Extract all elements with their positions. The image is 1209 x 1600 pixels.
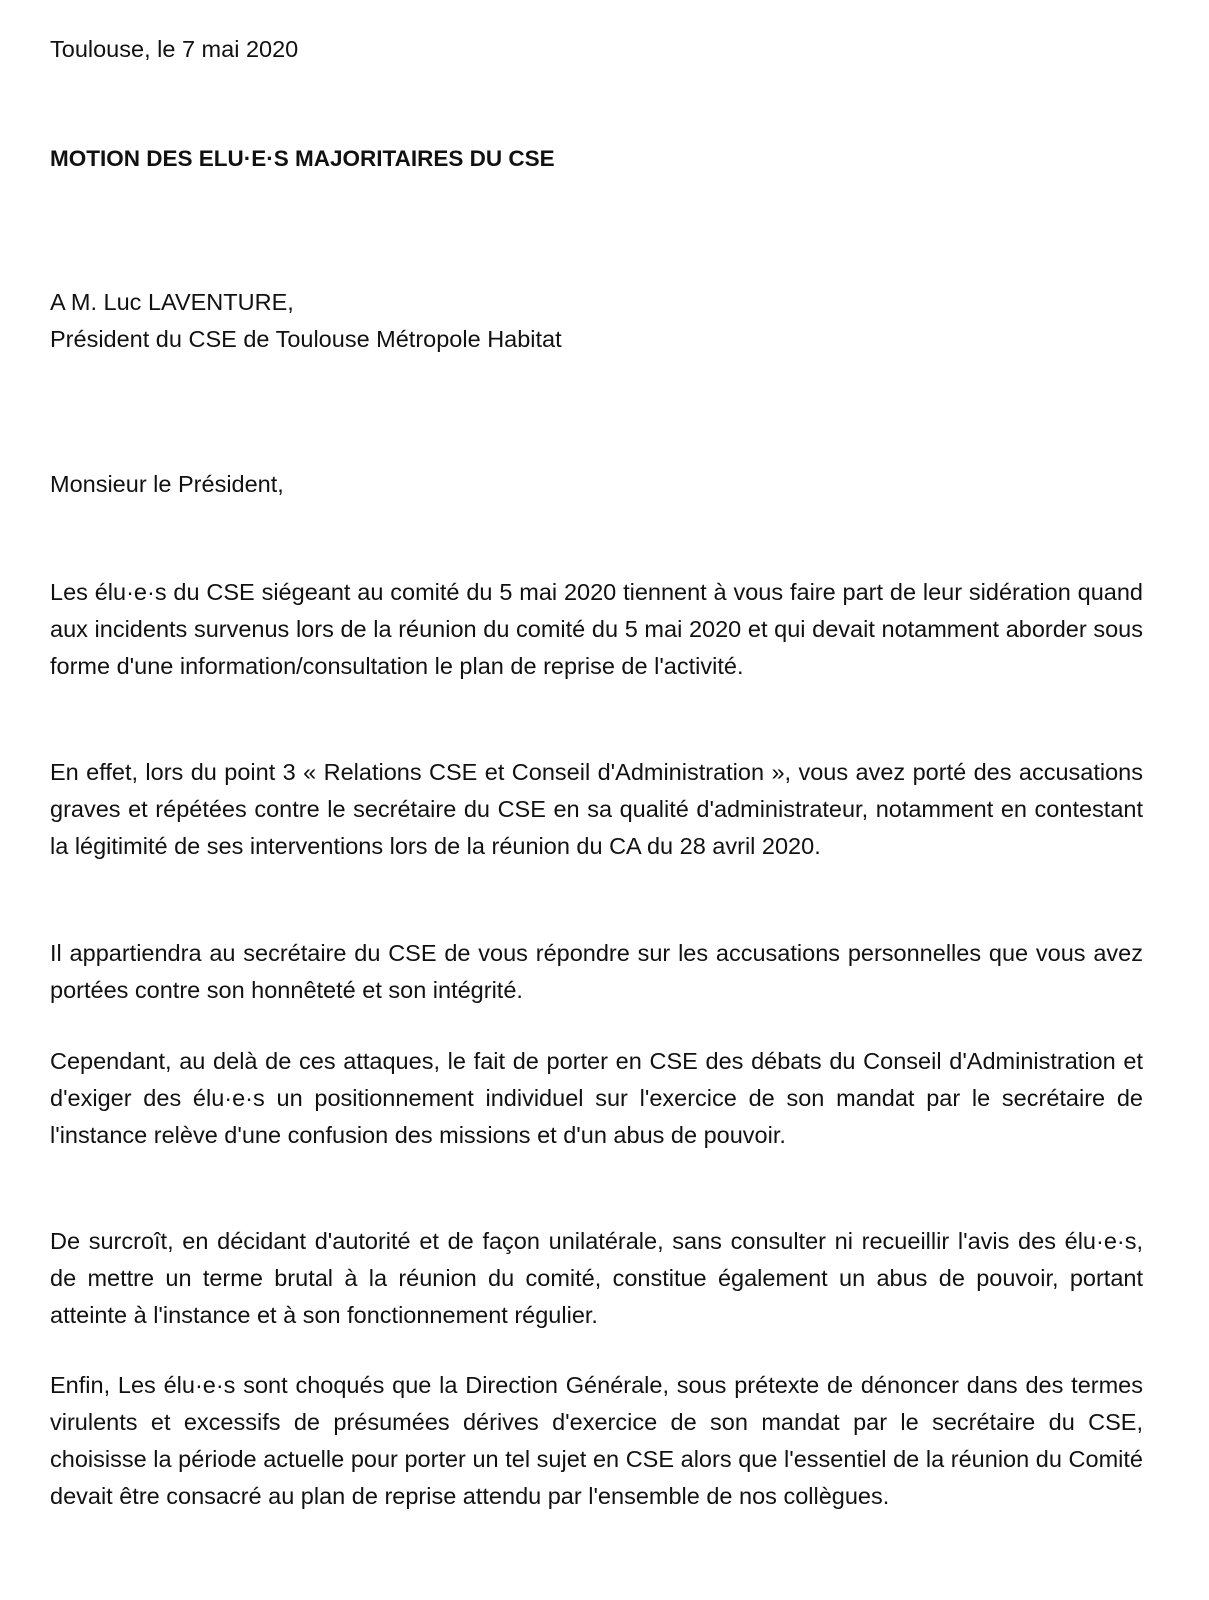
- recipient-name: A M. Luc LAVENTURE,: [50, 289, 294, 315]
- paragraph-3: Il appartiendra au secrétaire du CSE de vous répondre sur les accusations personnelles que vous avez portées contre son honnêteté et son intégrité.: [50, 940, 1143, 1003]
- paragraph-2: En effet, lors du point 3 « Relations CSE et Conseil d'Administration », vous avez porté des accusations graves et répétées contre le secrétaire du CSE en sa qualité d'administrateur, notamment en contestant la légitimité de ses interventions lors de la réunion du CA du 28 avril 2020.: [50, 759, 1143, 859]
- place-date: Toulouse, le 7 mai 2020: [50, 36, 299, 62]
- salutation: Monsieur le Président,: [50, 471, 284, 497]
- paragraph-4: Cependant, au delà de ces attaques, le fait de porter en CSE des débats du Conseil d'Administration et d'exiger des élu·e·s un positionnement individuel sur l'exercice de son mandat par le secrétaire de l'instance relève d'une confusion des missions et d'un abus de pouvoir.: [50, 1048, 1143, 1148]
- motion-title: MOTION DES ELU·E·S MAJORITAIRES DU CSE: [50, 146, 555, 171]
- recipient-role: Président du CSE de Toulouse Métropole Habitat: [50, 326, 562, 352]
- paragraph-5: De surcroît, en décidant d'autorité et de façon unilatérale, sans consulter ni recueillir l'avis des élu·e·s, de mettre un terme brutal à la réunion du comité, constitue également un abus de pouvoir, portant atteinte à l'instance et à son fonctionnement régulier.: [50, 1228, 1143, 1328]
- recipient-address: [50, 284, 1143, 358]
- paragraph-1: Les élu·e·s du CSE siégeant au comité du 5 mai 2020 tiennent à vous faire part de leur sidération quand aux incidents survenus lors de la réunion du comité du 5 mai 2020 et qui devait notamment aborder sous forme d'une information/consultation le plan de reprise de l'activité.: [50, 579, 1143, 679]
- paragraph-6: Enfin, Les élu·e·s sont choqués que la Direction Générale, sous prétexte de dénoncer dans des termes virulents et excessifs de présumées dérives d'exercice de son mandat par le secrétaire du CSE, choisisse la période actuelle pour porter un tel sujet en CSE alors que l'essentiel de la réunion du Comité devait être consacré au plan de reprise attendu par l'ensemble de nos collègues.: [50, 1372, 1143, 1509]
